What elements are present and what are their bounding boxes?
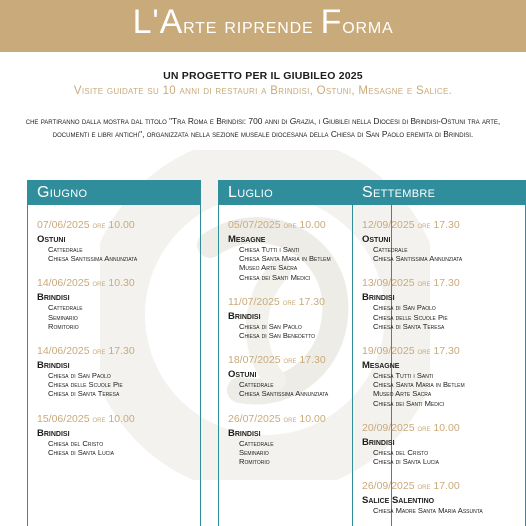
visit-place: Seminario (239, 447, 269, 457)
visit-entry (362, 422, 525, 466)
visit-list (28, 205, 200, 457)
visit-place: Chiesa Santa Maria in Betlem (239, 254, 331, 264)
visit-datetime (37, 345, 200, 357)
visit-entry (37, 345, 200, 399)
visit-place: Chiesa di San Paolo (48, 371, 111, 381)
visit-place: Chiesa di Santa Lucia (48, 447, 115, 457)
visit-datetime (362, 345, 525, 357)
visit-place: Chiesa dei Santi Medici (239, 272, 311, 282)
intro-section (0, 70, 526, 140)
visit-place: Chiesa di Santa Teresa (373, 321, 445, 331)
ore-label: ore (92, 413, 106, 424)
visit-city: Brindisi (362, 292, 395, 304)
visit-place: Chiesa Santa Maria in Betlem (373, 380, 465, 390)
visit-datetime (362, 219, 525, 231)
visit-list (353, 205, 525, 515)
ore-label: ore (283, 355, 297, 366)
visit-datetime (37, 219, 200, 231)
visit-place: Cattedrale (239, 380, 274, 390)
ore-label: ore (417, 346, 431, 357)
ore-label: ore (92, 346, 106, 357)
ore-label: ore (417, 220, 431, 230)
visit-date: 26/09/2025 (362, 480, 415, 493)
visit-place: Chiesa di San Paolo (239, 321, 302, 331)
visit-time: 17.30 (433, 277, 460, 290)
visit-datetime (362, 422, 525, 434)
visit-place: Museo Arte Sacra (373, 389, 432, 399)
visit-date: 12/09/2025 (362, 219, 415, 231)
visit-time: 10.00 (299, 412, 326, 425)
visit-datetime (362, 277, 525, 289)
visit-time: 17.30 (108, 345, 135, 358)
visit-date: 13/09/2025 (362, 277, 415, 290)
visit-place: Cattedrale (373, 245, 408, 254)
visit-city: Ostuni (228, 369, 257, 381)
visit-place: Chiesa delle Scuole Pie (373, 312, 448, 322)
visit-city: Brindisi (37, 427, 70, 439)
ore-label: ore (282, 296, 296, 307)
description: che partiranno dalla mostra dal titolo "Tra Roma e Brindisi: 700 anni di Grazia, i Giubilei nella Diocesi di Brindisi-Ostuni tra arte, documenti e libri antichi", organizzata nella sezione museale diocesana della Chiesa di San Paolo eremita di Brindisi. (25, 116, 501, 139)
month-header: Giugno (28, 180, 200, 205)
ore-label: ore (417, 278, 431, 289)
visit-city: Ostuni (37, 234, 66, 245)
visit-date: 14/06/2025 (37, 345, 90, 358)
visit-time: 10.00 (108, 219, 135, 231)
ore-label: ore (417, 481, 431, 492)
visit-time: 10.00 (433, 421, 460, 434)
month-header: Settembre (353, 180, 525, 205)
ore-label: ore (283, 413, 297, 424)
visit-datetime (362, 480, 525, 492)
visit-entry (37, 277, 200, 331)
visit-place: Romitorio (239, 457, 270, 467)
visit-time: 10.00 (108, 412, 135, 425)
visit-city: Mesagne (228, 234, 266, 245)
month-header: Luglio (219, 180, 391, 205)
ore-label: ore (92, 220, 106, 230)
visit-city: Brindisi (37, 292, 70, 304)
visit-city: Brindisi (228, 427, 261, 439)
visit-date: 26/07/2025 (228, 412, 281, 425)
visit-place: Chiesa Tutti i Santi (239, 245, 300, 254)
visit-place: Chiesa di San Benedetto (239, 331, 316, 341)
visit-time: 17.30 (298, 295, 325, 308)
visit-entry (362, 277, 525, 331)
visit-entry (362, 480, 525, 515)
visit-date: 14/06/2025 (37, 277, 90, 290)
ore-label: ore (283, 220, 297, 230)
visit-time: 17.30 (433, 345, 460, 358)
visit-city: Brindisi (362, 436, 395, 448)
visit-city: Brindisi (37, 360, 70, 372)
visit-place: Cattedrale (48, 303, 83, 313)
visit-datetime (37, 413, 200, 425)
project-heading: UN PROGETTO PER IL GIUBILEO 2025 (163, 70, 363, 82)
visit-time: 17.30 (299, 354, 326, 367)
visit-place: Cattedrale (48, 245, 83, 254)
visit-date: 15/06/2025 (37, 412, 90, 425)
visit-place: Cattedrale (239, 438, 274, 448)
visit-place: Chiesa delle Scuole Pie (48, 380, 123, 390)
visit-datetime (37, 277, 200, 289)
visit-place: Chiesa Santissima Annunziata (48, 254, 138, 264)
visit-place: Chiesa di San Paolo (373, 303, 436, 313)
visit-date: 07/06/2025 (37, 219, 90, 231)
visit-city: Ostuni (362, 234, 391, 245)
month-column-giugno (27, 180, 201, 526)
visit-time: 10.30 (108, 277, 135, 290)
visit-date: 05/07/2025 (228, 219, 281, 231)
ore-label: ore (417, 422, 431, 433)
visit-place: Chiesa dei Santi Medici (373, 398, 445, 408)
visit-time: 17.30 (433, 219, 460, 231)
visit-entry (37, 219, 200, 263)
visit-place: Chiesa Santissima Annunziata (239, 389, 329, 399)
visit-place: Chiesa del Cristo (48, 438, 104, 448)
ore-label: ore (92, 278, 106, 289)
visit-place: Chiesa Madre Santa Maria Assunta (373, 506, 483, 516)
visit-entry (362, 345, 525, 408)
visit-place: Chiesa di Santa Lucia (373, 457, 440, 467)
visit-time: 17.00 (433, 480, 460, 493)
visit-city: Salice Salentino (362, 495, 435, 507)
visit-city: Mesagne (362, 360, 400, 372)
visit-date: 20/09/2025 (362, 421, 415, 434)
title-banner (0, 0, 526, 52)
visit-place: Chiesa Santissima Annunziata (373, 254, 463, 264)
page-title: L'Arte riprende Forma (132, 2, 394, 41)
visit-place: Chiesa Tutti i Santi (373, 371, 434, 381)
visit-date: 11/07/2025 (228, 295, 280, 308)
visit-entry (362, 219, 525, 263)
visit-entry (37, 413, 200, 457)
visit-date: 18/07/2025 (228, 354, 281, 367)
visit-place: Seminario (48, 312, 78, 322)
visit-city: Brindisi (228, 310, 261, 322)
visit-date: 19/09/2025 (362, 345, 415, 358)
visit-place: Romitorio (48, 321, 79, 331)
visit-place: Chiesa di Santa Teresa (48, 389, 120, 399)
visit-time: 10.00 (299, 219, 326, 231)
subtitle: Visite guidate su 10 anni di restauri a Brindisi, Ostuni, Mesagne e Salice. (73, 85, 453, 97)
visit-place: Chiesa del Cristo (373, 447, 429, 457)
month-column-settembre (352, 180, 526, 526)
visit-place: Museo Arte Sacra (239, 263, 298, 273)
